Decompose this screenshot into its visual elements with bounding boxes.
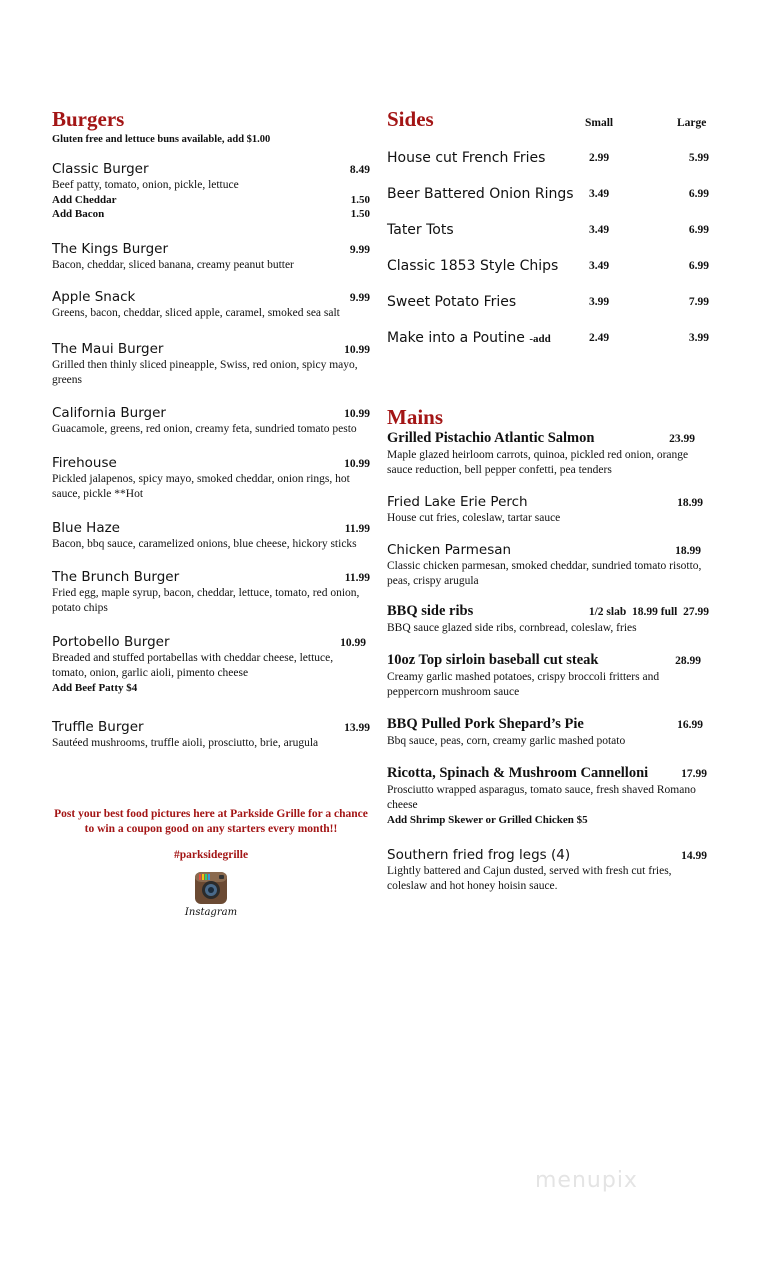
side-small-price: 2.99: [589, 152, 610, 164]
item-name: Portobello Burger: [52, 634, 170, 650]
item-price: 9.99: [349, 244, 370, 256]
side-name: House cut French Fries: [387, 150, 546, 166]
addon-row: [52, 207, 370, 221]
item-description: Classic chicken parmesan, smoked cheddar, sundried tomato risotto, peas, crispy arugula: [387, 560, 702, 587]
addon-line: Add Shrimp Skewer or Grilled Chicken $5: [387, 814, 588, 826]
menu-item: [387, 542, 709, 589]
item-description: Greens, bacon, cheddar, sliced apple, caramel, smoked sea salt: [52, 307, 340, 319]
item-name: BBQ side ribs: [387, 603, 474, 619]
item-price: 10.99: [344, 344, 370, 356]
side-large-price: 6.99: [688, 188, 709, 200]
item-price: 18.99: [675, 545, 701, 557]
half-slab-label: 1/2 slab: [588, 606, 627, 618]
side-large-price: 6.99: [688, 224, 709, 236]
item-price: 16.99: [677, 719, 703, 731]
full-slab-price: 27.99: [683, 606, 709, 618]
item-price: 13.99: [344, 722, 370, 734]
menu-item: [387, 847, 709, 894]
item-price: 9.99: [349, 292, 370, 304]
full-slab-label: full: [660, 606, 678, 618]
side-item: [387, 140, 709, 176]
side-small-price: 2.49: [589, 332, 610, 344]
addon-label: Add Bacon: [52, 208, 105, 220]
sides-header: [387, 106, 709, 132]
col-small-header: Small: [585, 117, 614, 129]
item-description: BBQ sauce glazed side ribs, cornbread, coleslaw, fries: [387, 622, 637, 634]
item-description: Creamy garlic mashed potatoes, crispy broccoli fritters and peppercorn mushroom sauce: [387, 671, 660, 698]
item-name: Classic Burger: [52, 161, 149, 177]
item-price: 11.99: [344, 523, 370, 535]
item-name: Firehouse: [52, 455, 117, 471]
item-price: 18.99: [677, 497, 703, 509]
item-description: Prosciutto wrapped asparagus, tomato sauce, fresh shaved Romano cheese: [387, 784, 696, 811]
side-item: [387, 212, 709, 248]
item-description: Guacamole, greens, red onion, creamy feta, sundried tomato pesto: [52, 423, 357, 435]
item-name: The Maui Burger: [52, 341, 164, 357]
item-description: House cut fries, coleslaw, tartar sauce: [387, 512, 561, 524]
menu-item: [52, 289, 370, 321]
side-name-suffix: -add: [529, 333, 551, 345]
ribs-prices: [589, 606, 709, 618]
item-price: 17.99: [681, 768, 707, 780]
item-description: Fried egg, maple syrup, bacon, cheddar, lettuce, tomato, red onion, potato chips: [52, 587, 360, 614]
menu-item: [52, 241, 370, 273]
item-description: Grilled then thinly sliced pineapple, Swiss, red onion, spicy mayo, greens: [52, 359, 358, 386]
addon-label: Add Cheddar: [52, 194, 117, 206]
burgers-title: Burgers: [52, 107, 125, 131]
instagram-badge: [52, 871, 370, 918]
menu-item: [387, 652, 709, 700]
burgers-note: Gluten free and lettuce buns available, add $1.00: [52, 134, 271, 145]
hashtag: #parksidegrille: [173, 849, 249, 861]
watermark: menupix: [535, 1168, 638, 1193]
addon-line: Add Beef Patty $4: [52, 682, 138, 694]
side-name: Sweet Potato Fries: [387, 294, 517, 310]
item-name: Blue Haze: [52, 520, 120, 536]
item-name: The Kings Burger: [52, 241, 169, 257]
menu-item: [52, 405, 370, 437]
menu-item: [52, 161, 370, 221]
item-name: Chicken Parmesan: [387, 542, 512, 558]
item-name: Southern fried frog legs (4): [387, 847, 571, 863]
item-price: 14.99: [681, 850, 707, 862]
menu-item: [52, 455, 370, 502]
menu-item: [387, 430, 709, 478]
menu-item: [387, 716, 709, 749]
side-item: [387, 248, 709, 284]
instagram-caption: Instagram: [184, 907, 238, 918]
side-item: [387, 284, 709, 320]
menu-item: [387, 765, 709, 827]
col-large-header: Large: [677, 117, 707, 129]
item-price: 10.99: [340, 637, 366, 649]
side-name: Tater Tots: [387, 222, 454, 238]
addon-row: [52, 193, 370, 207]
item-name: Grilled Pistachio Atlantic Salmon: [387, 430, 595, 446]
menu-item: [387, 603, 709, 636]
item-price: 10.99: [344, 408, 370, 420]
promo-text: Post your best food pictures here at Parkside Grille for a chance to win a coupon good on any starters every month!!: [54, 808, 368, 835]
menu-item: [387, 494, 709, 526]
menu-item: [52, 520, 370, 552]
menu-item: [52, 634, 370, 695]
side-small-price: 3.49: [589, 260, 610, 272]
item-name: Truffle Burger: [52, 719, 144, 735]
item-name: The Brunch Burger: [52, 569, 180, 585]
half-slab-price: 18.99: [632, 606, 658, 618]
item-description: Sautéed mushrooms, truffle aioli, prosciutto, brie, arugula: [52, 737, 319, 749]
item-description: Beef patty, tomato, onion, pickle, lettuce: [52, 179, 239, 191]
side-item: [387, 176, 709, 212]
item-name: Ricotta, Spinach & Mushroom Cannelloni: [387, 765, 649, 781]
item-price: 10.99: [344, 458, 370, 470]
item-price: 8.49: [349, 164, 370, 176]
side-large-price: 6.99: [688, 260, 709, 272]
side-large-price: 7.99: [688, 296, 709, 308]
item-price: 28.99: [675, 655, 701, 667]
item-price: 23.99: [669, 433, 695, 445]
side-small-price: 3.49: [589, 224, 610, 236]
menu-item: [52, 719, 370, 751]
addon-price: 1.50: [350, 194, 370, 206]
right-column: [387, 106, 709, 894]
menu-item: [52, 341, 370, 388]
addon-price: 1.50: [350, 208, 370, 220]
side-name: Classic 1853 Style Chips: [387, 258, 559, 274]
item-name: California Burger: [52, 405, 166, 421]
menu-item: [52, 569, 370, 616]
side-large-price: 5.99: [688, 152, 709, 164]
item-description: Pickled jalapenos, spicy mayo, smoked cheddar, onion rings, hot sauce, pickle **Hot: [52, 473, 350, 500]
sides-title: Sides: [387, 107, 434, 131]
item-description: Maple glazed heirloom carrots, quinoa, pickled red onion, orange sauce reduction, bell pepper confetti, pea tenders: [387, 449, 689, 476]
side-name-text: Make into a Poutine: [387, 330, 525, 346]
side-name: Beer Battered Onion Rings: [387, 186, 574, 202]
item-name: 10oz Top sirloin baseball cut steak: [387, 652, 599, 668]
sides-list: [387, 140, 709, 356]
item-description: Lightly battered and Cajun dusted, served with fresh cut fries, coleslaw and hot honey hoisin sauce.: [387, 865, 672, 892]
item-description: Bbq sauce, peas, corn, creamy garlic mashed potato: [387, 735, 626, 747]
instagram-icon: [194, 871, 228, 905]
side-small-price: 3.99: [589, 296, 610, 308]
item-description: Breaded and stuffed portabellas with cheddar cheese, lettuce, tomato, onion, garlic aioli, pimento cheese: [52, 652, 334, 679]
item-description: Bacon, bbq sauce, caramelized onions, blue cheese, hickory sticks: [52, 538, 357, 550]
side-large-price: 3.99: [688, 332, 709, 344]
item-price: 11.99: [344, 572, 370, 584]
item-name: Apple Snack: [52, 289, 136, 305]
side-small-price: 3.49: [589, 188, 610, 200]
side-name: [387, 330, 577, 346]
side-item: [387, 320, 709, 356]
item-name: BBQ Pulled Pork Shepard’s Pie: [387, 716, 584, 732]
item-name: Fried Lake Erie Perch: [387, 494, 528, 510]
mains-title: Mains: [387, 405, 444, 429]
item-description: Bacon, cheddar, sliced banana, creamy peanut butter: [52, 259, 294, 271]
left-column: [52, 106, 370, 918]
